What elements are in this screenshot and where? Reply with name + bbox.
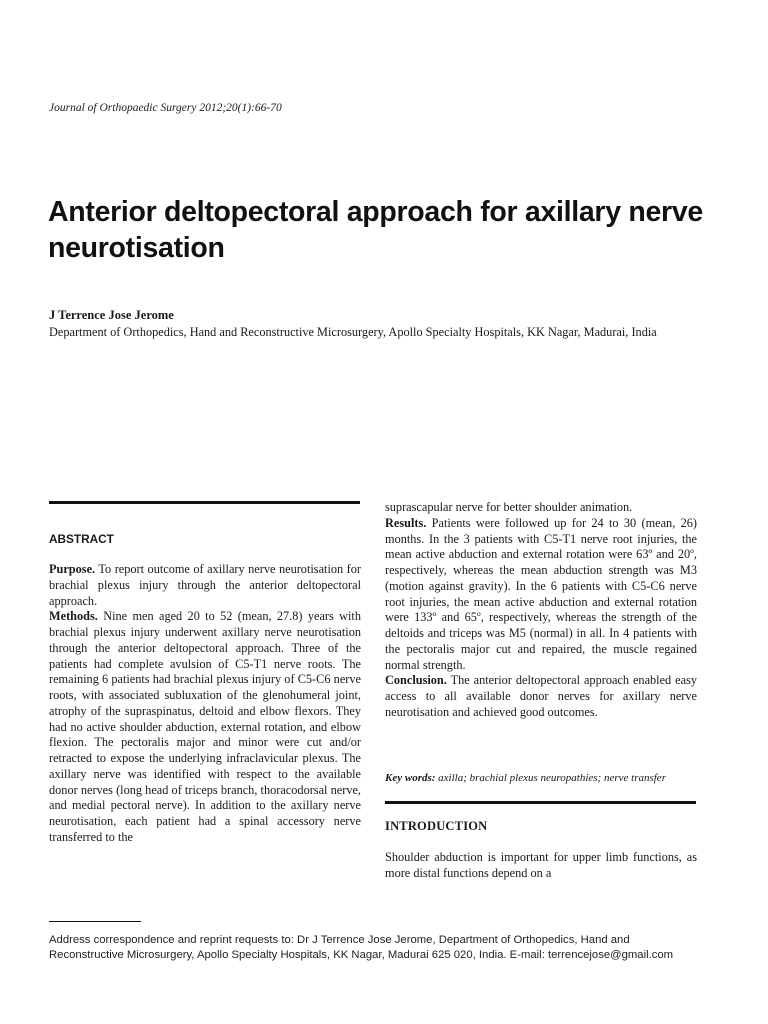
introduction-heading: INTRODUCTION	[385, 819, 488, 833]
keywords-label: Key words:	[385, 772, 436, 784]
methods-label: Methods.	[49, 609, 98, 624]
journal-reference: Journal of Orthopaedic Surgery 2012;20(1):66-70	[49, 102, 282, 114]
abstract-top-rule	[49, 501, 360, 504]
abstract-purpose	[49, 562, 361, 609]
introduction-top-rule	[385, 801, 696, 804]
abstract-right-column	[385, 500, 697, 721]
keywords	[385, 772, 705, 784]
purpose-text: To report outcome of axillary nerve neurotisation for brachial plexus injury through the anterior deltopectoral approach.	[49, 562, 361, 608]
methods-continuation: suprascapular nerve for better shoulder animation.	[385, 500, 633, 514]
abstract-methods	[49, 609, 361, 845]
conclusion-label: Conclusion.	[385, 673, 447, 688]
keywords-text: axilla; brachial plexus neuropathies; nerve transfer	[438, 772, 666, 784]
results-text: Patients were followed up for 24 to 30 (mean, 26) months. In the 3 patients with C5-T1 nerve root injuries, the mean active abduction and external rotation were 63º and 20º, respectively, whereas the mean abduction strength was M3 (motion against gravity). In the 6 patients with C5-C6 nerve root injuries, the mean active abduction and external rotation were 133º and 65º, respectively, whereas the strength of the deltoids and triceps was M5 (normal) in all. In 4 patients with the pectoralis major cut and repaired, the muscle regained normal strength.	[385, 515, 697, 672]
abstract-left-column	[49, 562, 361, 846]
footnote-rule	[49, 921, 141, 922]
introduction-text: Shoulder abduction is important for upper limb functions, as more distal functions depend on a	[385, 850, 697, 880]
methods-text: Nine men aged 20 to 52 (mean, 27.8) years with brachial plexus injury underwent axillary nerve neurotisation through the anterior deltopectoral approach. Three of the patients had complete avulsion of C5-T1 nerve roots. The remaining 6 patients had brachial plexus injury of C5-C6 nerve roots, with associated subluxation of the glenohumeral joint, atrophy of the supraspinatus, deltoid and elbow flexors. They had no active shoulder abduction, external rotation, and elbow flexion. The pectoralis major and minor were cut and/or retracted to expose the underlying infraclavicular plexus. The axillary nerve was identified with respect to the available donor nerves (long head of triceps branch, thoracodorsal nerve, and medial pectoral nerve). In addition to the axillary nerve neurotisation, each patient had a spinal accessory nerve transferred to the	[49, 609, 361, 844]
purpose-label: Purpose.	[49, 562, 96, 576]
conclusion-text: The anterior deltopectoral approach enabled easy access to all available donor nerves for axillary nerve neurotisation and achieved good outcomes.	[385, 673, 698, 719]
abstract-results	[385, 516, 697, 674]
article-title: Anterior deltopectoral approach for axillary nerve neurotisation	[48, 196, 703, 264]
abstract-conclusion	[385, 673, 697, 720]
abstract-heading: ABSTRACT	[49, 532, 114, 546]
results-label: Results.	[385, 515, 427, 530]
author-affiliation: Department of Orthopedics, Hand and Reconstructive Microsurgery, Apollo Specialty Hospitals, KK Nagar, Madurai, India	[49, 325, 657, 339]
author-name: J Terrence Jose Jerome	[49, 308, 174, 322]
correspondence-footnote: Address correspondence and reprint requests to: Dr J Terrence Jose Jerome, Department of Orthopedics, Hand and Reconstructive Microsurgery, Apollo Specialty Hospitals, KK Nagar, Madurai 625 020, India. E-mail: terrencejose@gmail.com	[49, 934, 674, 961]
